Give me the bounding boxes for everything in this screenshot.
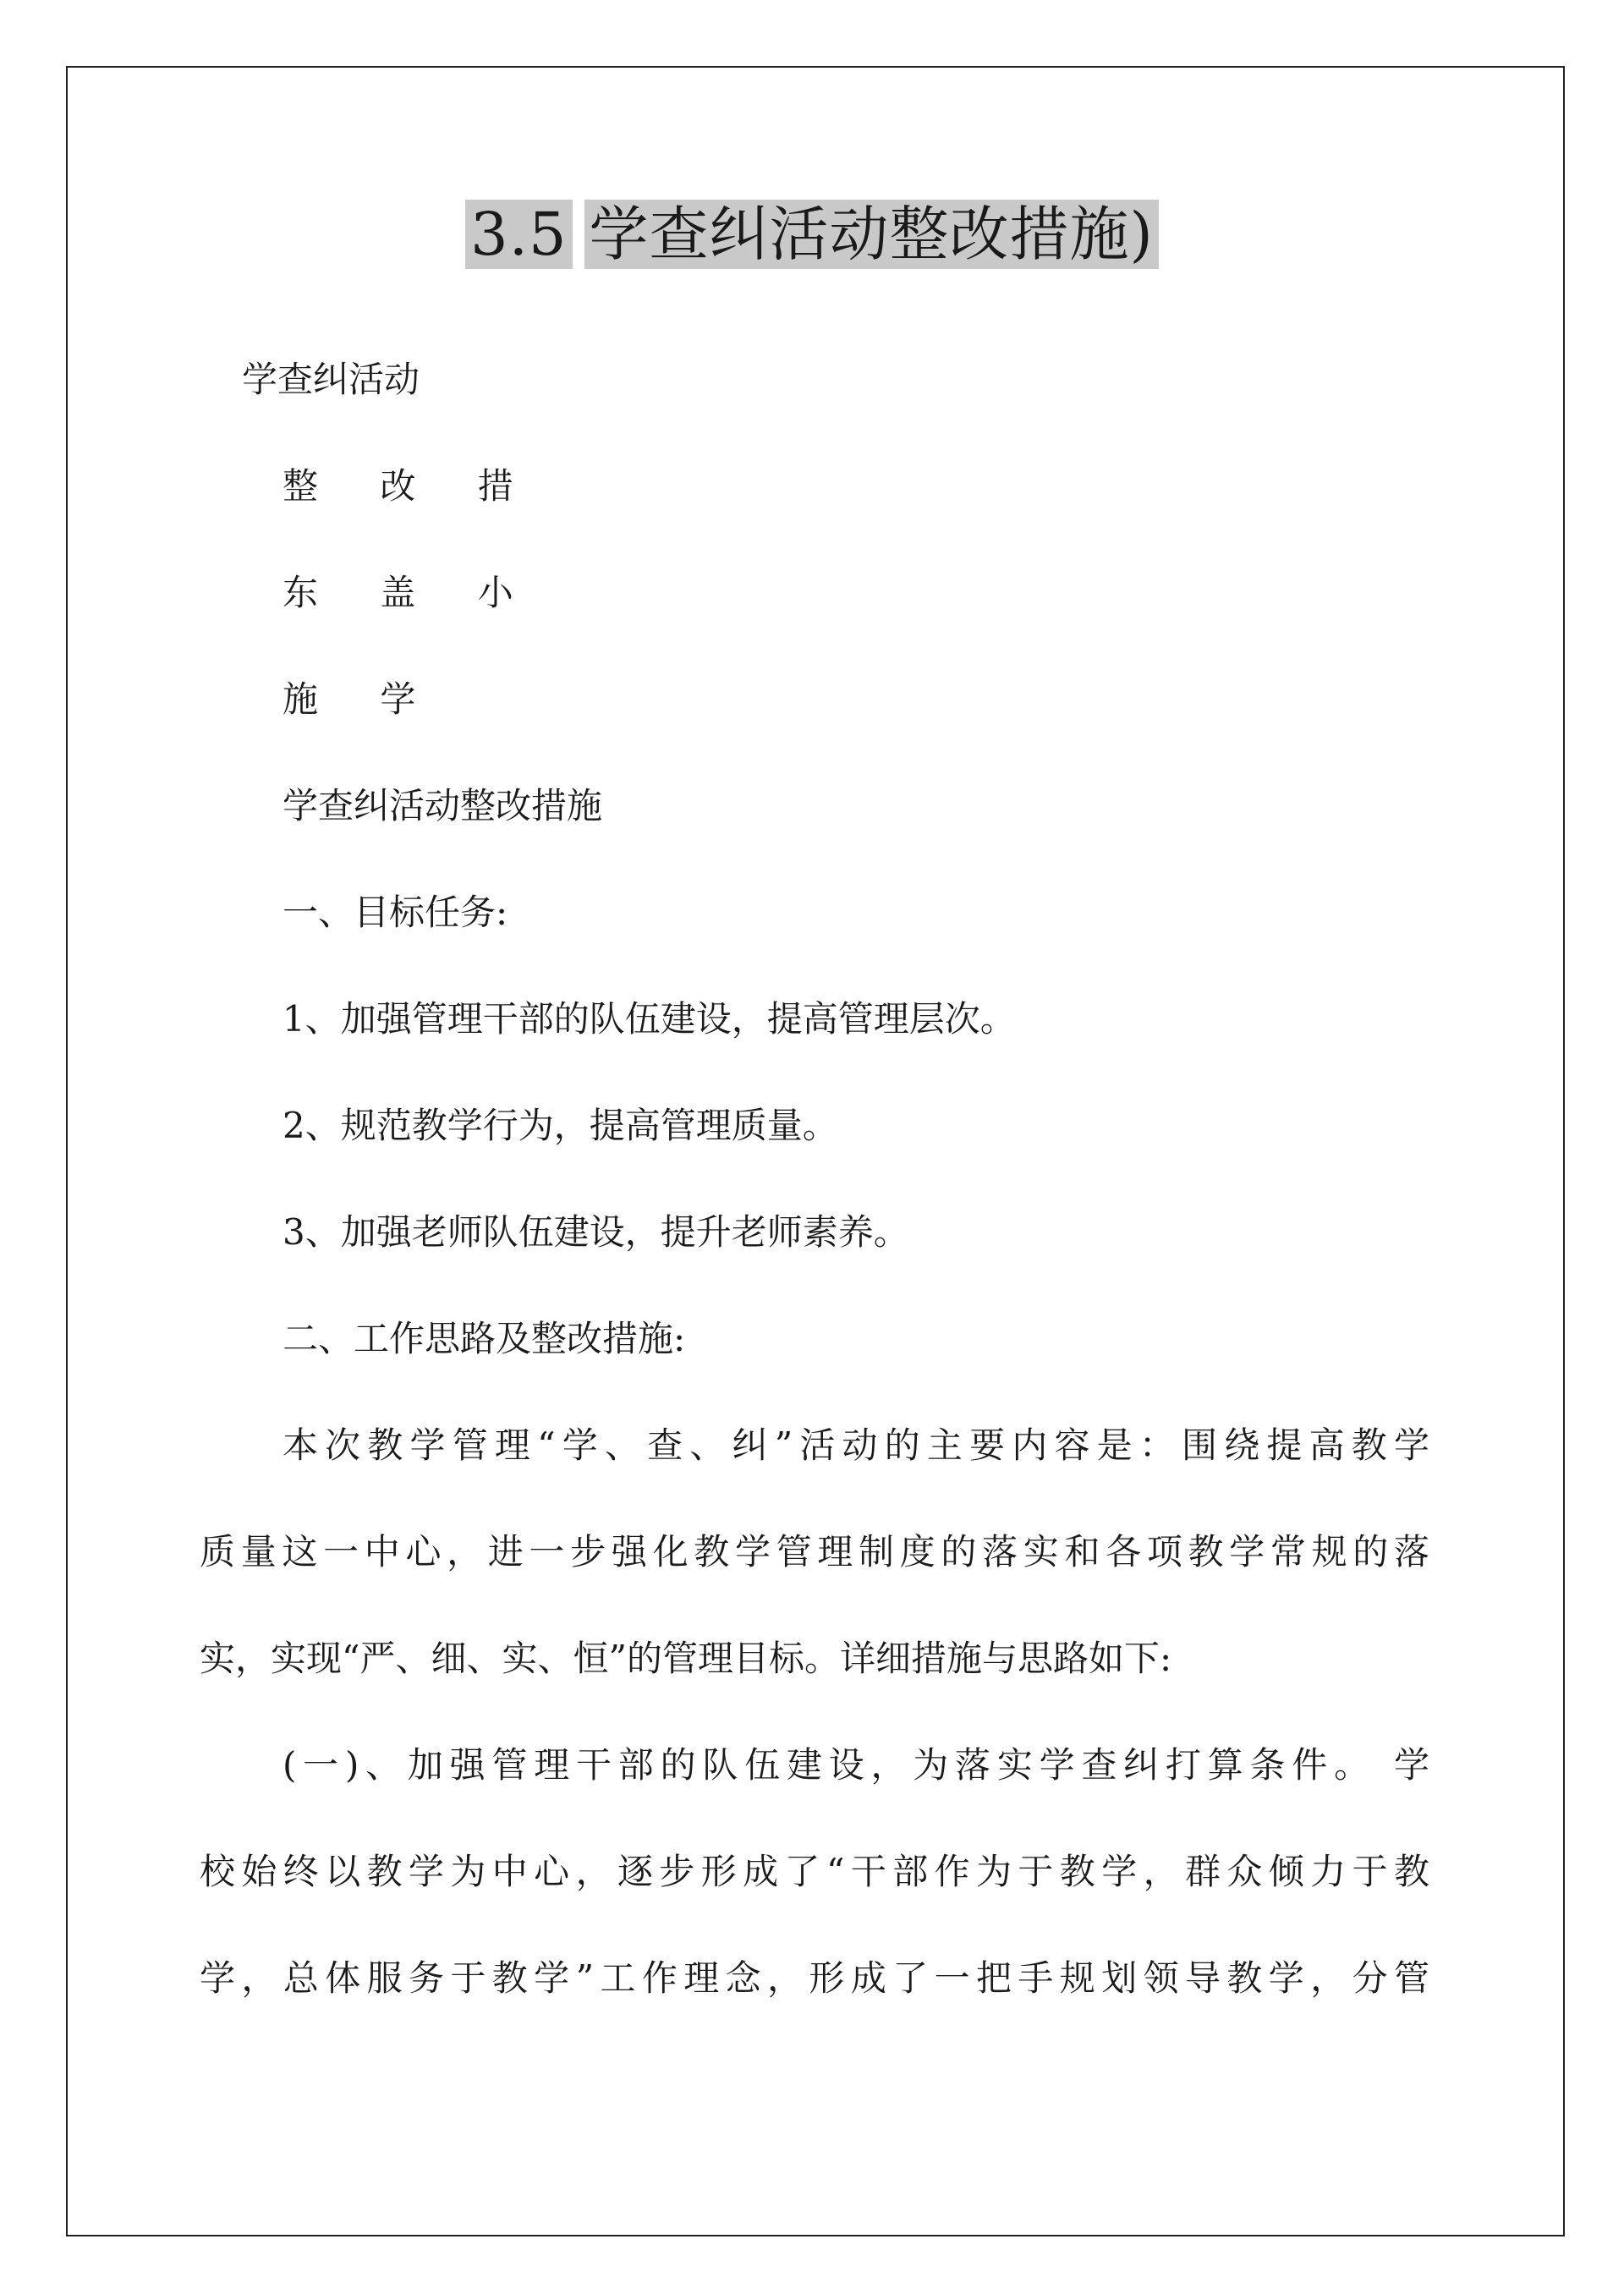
goal-item-2: 2、规范教学行为，提高管理质量。 bbox=[283, 1105, 838, 1146]
paragraph-2-line-1: (一)、加强管理干部的队伍建设，为落实学查纠打算条件。 学 bbox=[283, 1744, 1429, 1786]
subtitle-line-1: 学查纠活动 bbox=[242, 359, 420, 400]
subtitle-line-4: 施 学 bbox=[283, 678, 442, 720]
paragraph-1-line-3: 实，实现“严、细、实、恒”的管理目标。详细措施与思路如下: bbox=[200, 1638, 1172, 1679]
goal-item-3: 3、加强老师队伍建设，提升老师素养。 bbox=[283, 1211, 909, 1253]
document-title bbox=[0, 198, 1624, 271]
title-number: 3.5 bbox=[465, 200, 572, 269]
paragraph-1-line-1: 本次教学管理“学、查、纠”活动的主要内容是：围绕提高教学 bbox=[283, 1424, 1429, 1466]
subtitle-line-2: 整 改 措 bbox=[283, 465, 539, 507]
paragraph-2-line-3: 学，总体服务于教学”工作理念，形成了一把手规划领导教学，分管 bbox=[200, 1957, 1429, 1999]
goal-item-1: 1、加强管理干部的队伍建设，提高管理层次。 bbox=[283, 998, 1016, 1040]
title-text: 学查纠活动整改措施) bbox=[584, 200, 1159, 269]
heading-goals: 一、目标任务: bbox=[283, 892, 508, 933]
section-heading: 学查纠活动整改措施 bbox=[283, 785, 603, 826]
subtitle-line-3: 东 盖 小 bbox=[283, 572, 539, 613]
heading-approach: 二、工作思路及整改措施: bbox=[283, 1318, 686, 1359]
paragraph-2-line-2: 校始终以教学为中心，逐步形成了“干部作为于教学，群众倾力于教 bbox=[200, 1851, 1429, 1892]
paragraph-1-line-2: 质量这一中心，进一步强化教学管理制度的落实和各项教学常规的落 bbox=[200, 1531, 1429, 1572]
